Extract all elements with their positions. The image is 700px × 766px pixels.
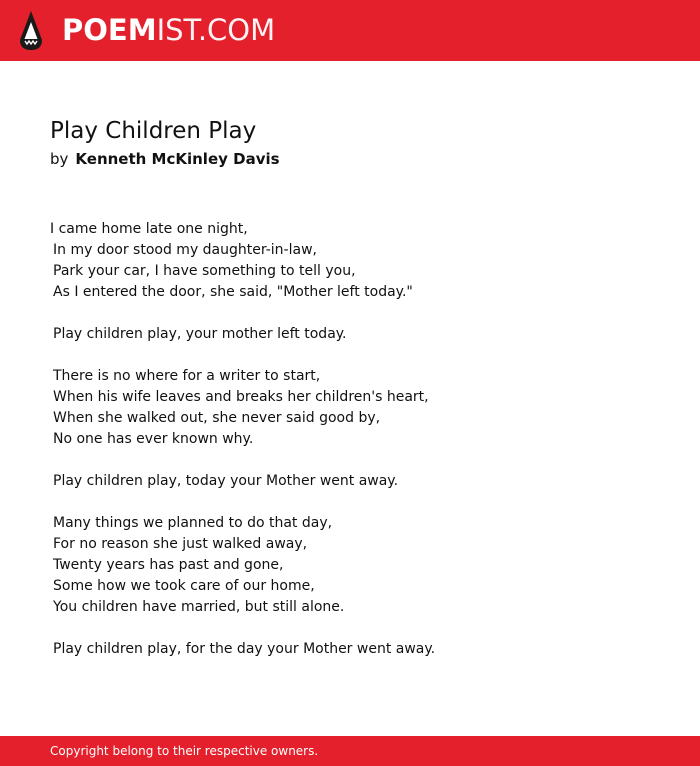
site-header xyxy=(0,0,700,61)
poem-line: Many things we planned to do that day, xyxy=(53,515,333,531)
pencil-tip-icon[interactable] xyxy=(18,10,44,52)
poem-line: For no reason she just walked away, xyxy=(53,536,308,552)
poem-body xyxy=(50,219,670,660)
site-footer xyxy=(0,736,700,766)
byline xyxy=(50,149,280,169)
poem-line: Play children play, your mother left today. xyxy=(53,326,347,342)
poem-line: Park your car, I have something to tell you, xyxy=(53,263,356,279)
poem-line: Some how we took care of our home, xyxy=(53,578,315,594)
poem-line: You children have married, but still alone. xyxy=(53,599,345,615)
poem-line: Twenty years has past and gone, xyxy=(53,557,284,573)
logo-light-text: IST.COM xyxy=(156,13,276,47)
poem-line: As I entered the door, she said, "Mother left today." xyxy=(53,284,413,300)
poem-line: In my door stood my daughter-in-law, xyxy=(53,242,317,258)
poem-line: Play children play, today your Mother went away. xyxy=(53,473,399,489)
stanza-break xyxy=(50,345,670,366)
poem-line: No one has ever known why. xyxy=(53,431,254,447)
site-logo[interactable] xyxy=(62,13,275,47)
by-label: by xyxy=(50,150,69,168)
logo-bold-text: POEM xyxy=(62,13,157,47)
stanza-break xyxy=(50,450,670,471)
copyright-text: Copyright belong to their respective owners. xyxy=(50,744,319,758)
author-name[interactable]: Kenneth McKinley Davis xyxy=(75,150,280,168)
poem-line: When she walked out, she never said good by, xyxy=(53,410,381,426)
poem-line: Play children play, for the day your Mother went away. xyxy=(53,641,436,657)
stanza-break xyxy=(50,303,670,324)
poem-line: When his wife leaves and breaks her children's heart, xyxy=(53,389,429,405)
poem-line: There is no where for a writer to start, xyxy=(53,368,321,384)
poem-title: Play Children Play xyxy=(50,118,257,144)
stanza-break xyxy=(50,492,670,513)
poem-line: I came home late one night, xyxy=(50,221,248,237)
stanza-break xyxy=(50,618,670,639)
